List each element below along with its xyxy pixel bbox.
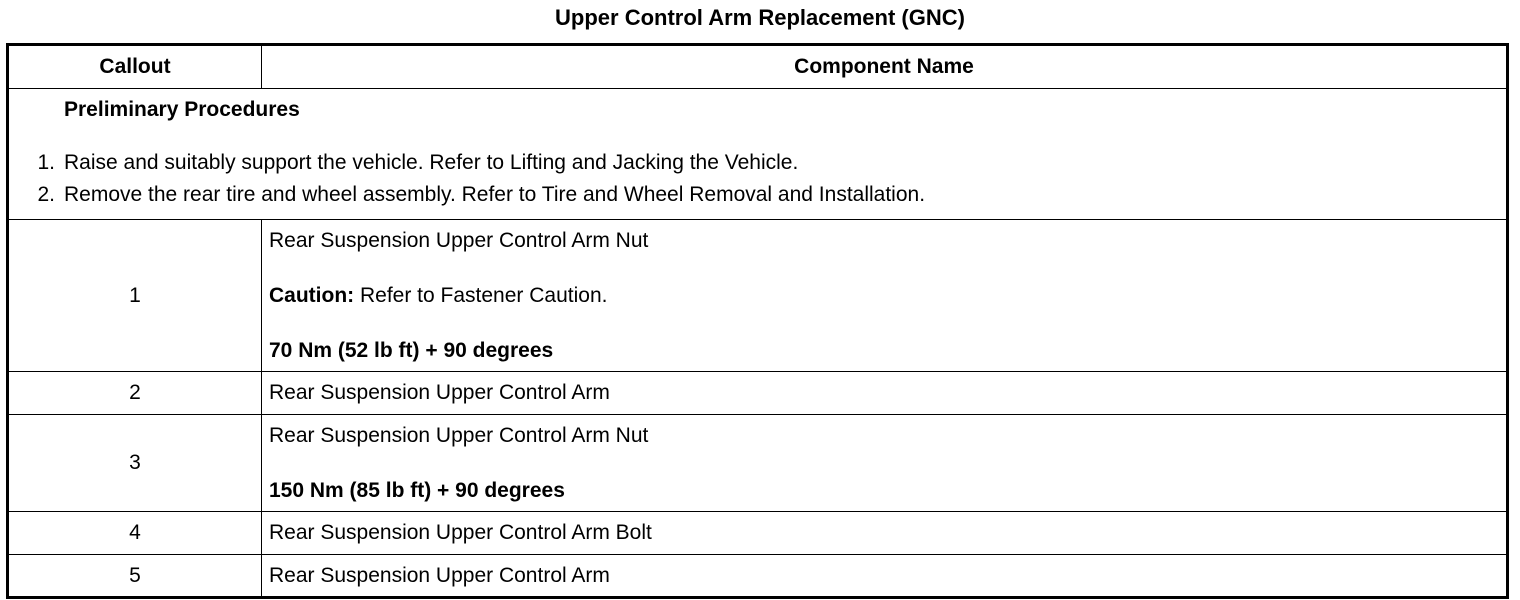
preliminary-cell xyxy=(8,89,1508,220)
step-text-suffix: . xyxy=(792,151,799,174)
lifting-jacking-link[interactable]: Lifting and Jacking the Vehicle xyxy=(509,151,793,174)
table-row xyxy=(8,512,1508,555)
preliminary-steps xyxy=(9,147,1506,211)
component-cell xyxy=(262,372,1508,415)
caution-note xyxy=(269,282,1506,310)
step-text xyxy=(64,147,798,179)
torque-spec: 150 Nm (85 lb ft) + 90 degrees xyxy=(269,478,565,502)
component-cell xyxy=(262,220,1508,372)
table-row xyxy=(8,372,1508,415)
step-text-prefix: Remove the rear tire and wheel assembly. Refer to xyxy=(64,183,542,206)
caution-suffix: . xyxy=(601,283,608,307)
step-text xyxy=(64,179,925,211)
table-header-row xyxy=(8,45,1508,89)
component-name: Rear Suspension Upper Control Arm Nut xyxy=(269,228,649,252)
step-number: 2. xyxy=(37,183,55,206)
step-number: 1. xyxy=(37,151,55,174)
callout-cell: 2 xyxy=(8,372,262,415)
fastener-caution-link[interactable]: Fastener Caution xyxy=(440,283,602,307)
caution-text: Refer to xyxy=(354,283,441,307)
callout-cell: 3 xyxy=(8,415,262,512)
callout-cell: 5 xyxy=(8,555,262,598)
tire-wheel-link[interactable]: Tire and Wheel Removal and Installation xyxy=(541,183,920,206)
component-name: Rear Suspension Upper Control Arm xyxy=(269,381,610,404)
preliminary-heading: Preliminary Procedures xyxy=(64,98,300,121)
callout-cell: 1 xyxy=(8,220,262,372)
header-component-name: Component Name xyxy=(262,45,1508,89)
step-text-prefix: Raise and suitably support the vehicle. Refer to xyxy=(64,151,510,174)
component-name: Rear Suspension Upper Control Arm Bolt xyxy=(269,521,652,544)
component-cell xyxy=(262,512,1508,555)
step-text-suffix: . xyxy=(919,183,926,206)
step-item xyxy=(9,147,1506,179)
component-cell xyxy=(262,415,1508,512)
caution-label: Caution: xyxy=(269,283,355,307)
page-title: Upper Control Arm Replacement (GNC) xyxy=(555,5,965,30)
table-row xyxy=(8,220,1508,372)
component-name: Rear Suspension Upper Control Arm Nut xyxy=(269,423,649,447)
procedure-table xyxy=(6,43,1509,599)
preliminary-row xyxy=(8,89,1508,220)
torque-spec: 70 Nm (52 lb ft) + 90 degrees xyxy=(269,338,554,362)
table-row xyxy=(8,415,1508,512)
header-callout: Callout xyxy=(8,45,262,89)
component-name: Rear Suspension Upper Control Arm xyxy=(269,563,610,587)
component-cell xyxy=(262,555,1508,598)
table-row xyxy=(8,555,1508,598)
step-item xyxy=(9,179,1506,211)
callout-cell: 4 xyxy=(8,512,262,555)
